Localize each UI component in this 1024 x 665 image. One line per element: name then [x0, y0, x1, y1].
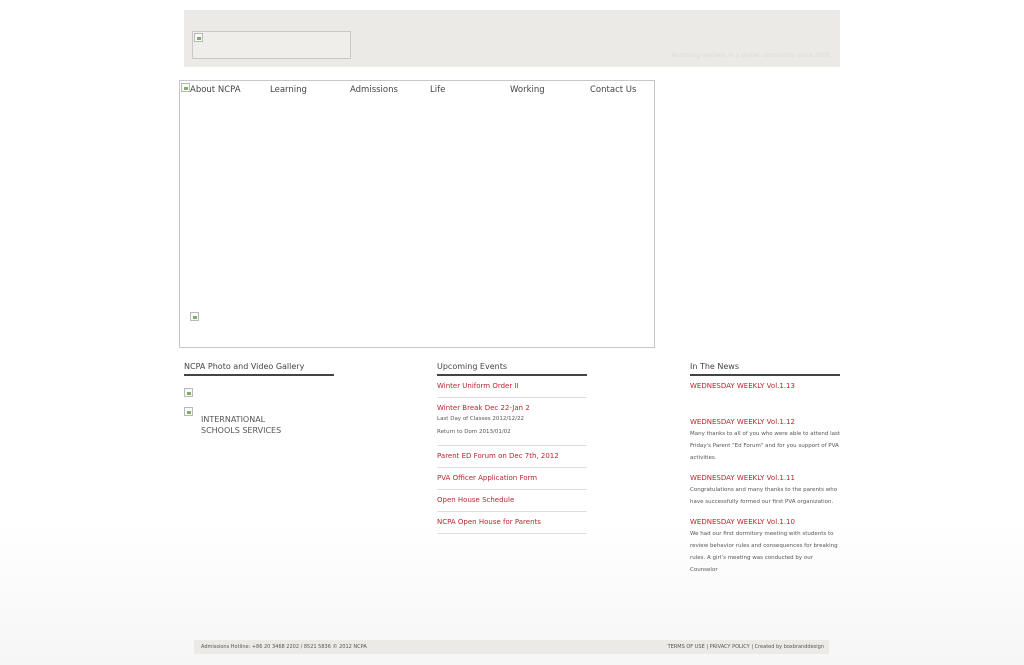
nav-item-contact[interactable]: Contact Us: [590, 85, 637, 95]
news-link[interactable]: WEDNESDAY WEEKLY Vol.1.12: [690, 418, 795, 426]
event-detail: Return to Dom 2013/01/02: [437, 429, 511, 435]
slideshow-image-icon[interactable]: [190, 312, 199, 321]
event-detail: Last Day of Classes 2012/12/22: [437, 416, 525, 422]
site-footer: [194, 640, 829, 654]
site-header: [184, 10, 840, 67]
news-item: [690, 412, 840, 464]
iss-line-2: SCHOOLS SERVICES: [201, 426, 282, 435]
event-link[interactable]: Winter Break Dec 22-Jan 2: [437, 404, 530, 412]
news-link[interactable]: WEDNESDAY WEEKLY Vol.1.10: [690, 518, 795, 526]
nav-item-life[interactable]: Life: [430, 85, 446, 95]
nav-item-learning[interactable]: Learning: [270, 85, 307, 95]
news-item: [690, 464, 840, 508]
gallery-image-icon[interactable]: [184, 388, 193, 397]
footer-links: TERMS OF USE | PRIVACY POLICY | Created by boxbranddesign: [667, 644, 824, 650]
news-excerpt: Many thanks to all of you who were able to attend last Friday's Parent "Ed Forum" and for you support of PVA activities.: [690, 431, 841, 461]
events-title: Upcoming Events: [437, 362, 587, 376]
news-link[interactable]: WEDNESDAY WEEKLY Vol.1.13: [690, 382, 795, 390]
hero-banner: [179, 80, 655, 348]
logo-image-broken[interactable]: [192, 31, 351, 59]
nav-item-admissions[interactable]: Admissions: [350, 85, 398, 95]
iss-label[interactable]: [201, 414, 281, 436]
iss-line-1: INTERNATIONAL: [201, 415, 266, 424]
event-item: [437, 468, 587, 490]
gallery-title: NCPA Photo and Video Gallery: [184, 362, 334, 376]
event-link[interactable]: Parent ED Forum on Dec 7th, 2012: [437, 452, 559, 460]
privacy-link[interactable]: PRIVACY POLICY: [709, 644, 750, 650]
event-link[interactable]: NCPA Open House for Parents: [437, 518, 541, 526]
news-column: [690, 362, 840, 576]
news-excerpt: We had our first dormitory meeting with students to review behavior rules and consequences for breaking rules. A girl’s meeting was conducted by our Counselor: [690, 531, 838, 573]
event-item: [437, 446, 587, 468]
header-tagline: Nurturing learners in a global community since 2008: [671, 52, 830, 59]
news-link[interactable]: WEDNESDAY WEEKLY Vol.1.11: [690, 474, 795, 482]
iss-logo-icon[interactable]: [184, 407, 193, 416]
event-link[interactable]: PVA Officer Application Form: [437, 474, 538, 482]
nav-item-about[interactable]: About NCPA: [190, 85, 241, 95]
broken-image-icon: [181, 83, 190, 92]
event-item: [437, 490, 587, 512]
events-column: [437, 362, 587, 534]
broken-image-icon: [194, 33, 203, 42]
news-item: [690, 376, 840, 412]
event-item: [437, 398, 587, 446]
event-item: [437, 512, 587, 534]
terms-link[interactable]: TERMS OF USE: [667, 644, 705, 650]
event-item: [437, 376, 587, 398]
nav-item-working[interactable]: Working: [510, 85, 545, 95]
event-link[interactable]: Winter Uniform Order II: [437, 382, 519, 390]
event-link[interactable]: Open House Schedule: [437, 496, 515, 504]
footer-hotline: Admissions Hotline: +86 20 3468 2202 / 8521 5836 © 2012 NCPA: [201, 644, 367, 650]
credit-link[interactable]: Created by boxbranddesign: [754, 644, 824, 650]
news-item: [690, 508, 840, 576]
gallery-column: [184, 362, 334, 435]
news-title: In The News: [690, 362, 840, 376]
news-excerpt: Congratulations and many thanks to the parents who have successfully formed our first PVA organization.: [690, 487, 838, 505]
